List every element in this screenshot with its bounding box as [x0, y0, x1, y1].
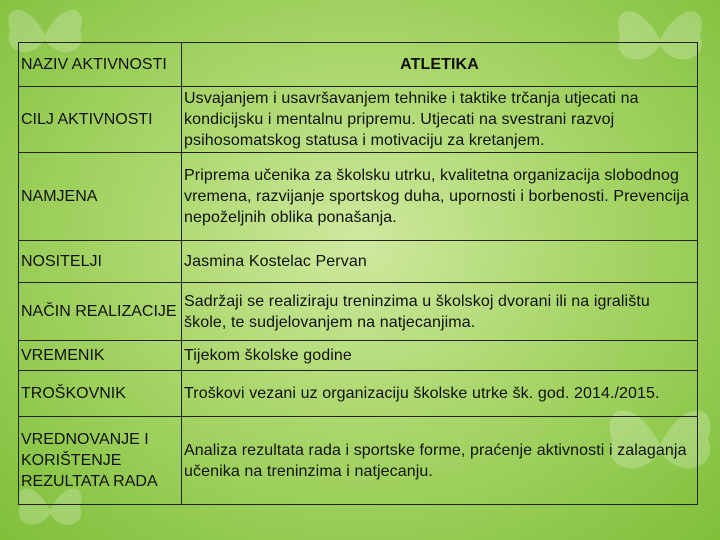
row-value-vrednovanje: Analiza rezultata rada i sportske forme, praćenje aktivnosti i zalaganja učenika na treninzima i natjecanju. — [182, 417, 698, 505]
row-value-nositelji: Jasmina Kostelac Pervan — [182, 241, 698, 283]
table-row — [19, 43, 698, 87]
row-label-vrednovanje: VREDNOVANJE I KORIŠTENJE REZULTATA RADA — [19, 417, 182, 505]
activity-title: ATLETIKA — [182, 43, 698, 87]
table-row — [19, 241, 698, 283]
table-row — [19, 283, 698, 341]
table-row — [19, 87, 698, 153]
row-value-nacin: Sadržaji se realiziraju treninzima u školskoj dvorani ili na igralištu škole, te sudjelovanjem na natjecanjima. — [182, 283, 698, 341]
table-row — [19, 341, 698, 371]
row-label-vremenik: VREMENIK — [19, 341, 182, 371]
table-row — [19, 153, 698, 241]
row-label-naziv: NAZIV AKTIVNOSTI — [19, 43, 182, 87]
row-value-cilj: Usvajanjem i usavršavanjem tehnike i taktike trčanja utjecati na kondicijsku i mentalnu pripremu. Utjecati na svestrani razvoj psihosomatskog statusa i motivaciju za kretanjem. — [182, 87, 698, 153]
row-label-namjena: NAMJENA — [19, 153, 182, 241]
row-value-namjena: Priprema učenika za školsku utrku, kvalitetna organizacija slobodnog vremena, razvijanje sportskog duha, upornosti i borbenosti. Prevencija nepoželjnih oblika ponašanja. — [182, 153, 698, 241]
table-row — [19, 371, 698, 417]
row-label-nacin: NAČIN REALIZACIJE — [19, 283, 182, 341]
row-label-cilj: CILJ AKTIVNOSTI — [19, 87, 182, 153]
row-label-troskovnik: TROŠKOVNIK — [19, 371, 182, 417]
row-value-vremenik: Tijekom školske godine — [182, 341, 698, 371]
table-row — [19, 417, 698, 505]
row-label-nositelji: NOSITELJI — [19, 241, 182, 283]
activity-table — [18, 42, 698, 505]
row-value-troskovnik: Troškovi vezani uz organizaciju školske utrke šk. god. 2014./2015. — [182, 371, 698, 417]
